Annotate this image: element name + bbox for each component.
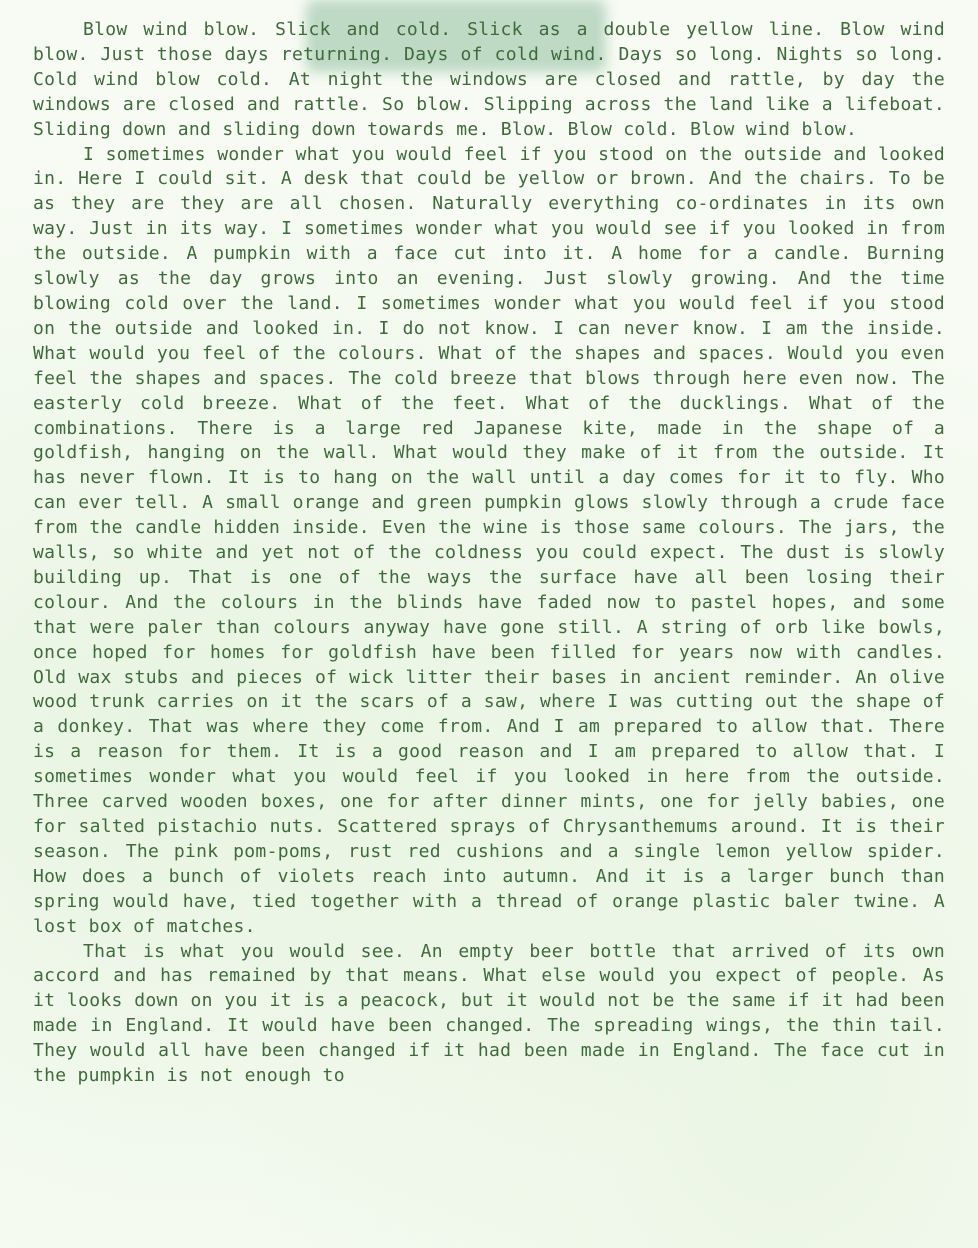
paragraph-1: Blow wind blow. Slick and cold. Slick as a double yellow line. Blow wind blow. Just those days returning. Days of cold wind. Days so long. Nights so long. Cold wind blow cold. At night the windows are closed and rattle, by day the windows are closed and rattle. So blow. Slipping across the land like a lifeboat. Sliding down and sliding down towards me. Blow. Blow cold. Blow wind blow. — [33, 19, 945, 140]
paragraph-3: That is what you would see. An empty beer bottle that arrived of its own accord and has remained by that means. What else would you expect of people. As it looks down on you it is a peacock, but it would not be the same if it had been made in England. It would have been changed. The spreading wings, the thin tail. They would all have been changed if it had been made in England. The face cut in the pumpkin is not enough to — [33, 940, 945, 1087]
typed-text-body — [33, 18, 945, 1089]
paragraph-2: I sometimes wonder what you would feel if you stood on the outside and looked in. Here I could sit. A desk that could be yellow or brown. And the chairs. To be as they are they are all chosen. Naturally everything co-ordinates in its own way. Just in its way. I sometimes wonder what you would see if you looked in from the outside. A pumpkin with a face cut into it. A home for a candle. Burning slowly as the day grows into an evening. Just slowly growing. And the time blowing cold over the land. I sometimes wonder what you would feel if you stood on the outside and looked in. I do not know. I can never know. I am the inside. What would you feel of the colours. What of the shapes and spaces. Would you even feel the shapes and spaces. The cold breeze that blows through here even now. The easterly cold breeze. What of the feet. What of the ducklings. What of the combinations. There is a large red Japanese kite, made in the shape of a goldfish, hanging on the wall. What would they make of it from the outside. It has never flown. It is to hang on the wall until a day comes for it to fly. Who can ever tell. A small orange and green pumpkin glows slowly through a crude face from the candle hidden inside. Even the wine is those same colours. The jars, the walls, so white and yet not of the coldness you could expect. The dust is slowly building up. That is one of the ways the surface have all been losing their colour. And the colours in the blinds have faded now to pastel hopes, and some that were paler than colours anyway have gone still. A string of orb like bowls, once hoped for homes for goldfish have been filled for years now with candles. Old wax stubs and pieces of wick litter their bases in ancient reminder. An olive wood trunk carries on it the scars of a saw, where I was cutting out the shape of a donkey. That was where they come from. And I am prepared to allow that. There is a reason for them. It is a good reason and I am prepared to allow that. I sometimes wonder what you would feel if you looked in here from the outside. Three carved wooden boxes, one for after dinner mints, one for jelly babies, one for salted pistachio nuts. Scattered sprays of Chrysanthemums around. It is their season. The pink pom-poms, rust red cushions and a single lemon yellow spider. How does a bunch of violets reach into autumn. And it is a larger bunch than spring would have, tied together with a thread of orange plastic baler twine. A lost box of matches. — [33, 143, 945, 937]
